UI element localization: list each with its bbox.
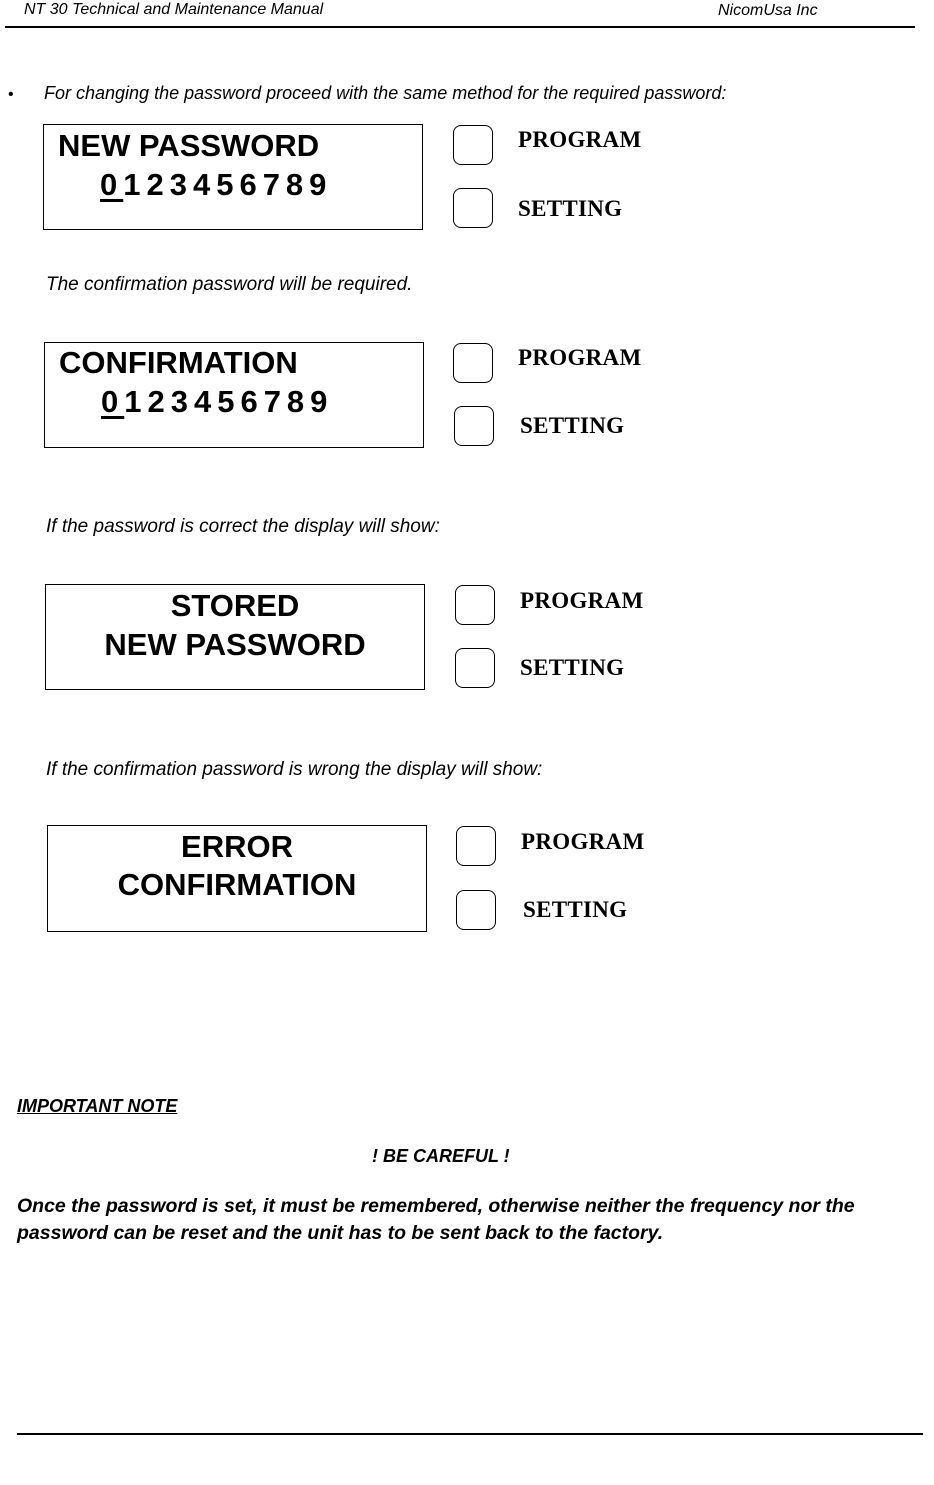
setting-led-button[interactable]: [455, 648, 495, 688]
bullet-point: •: [8, 86, 14, 103]
confirmation-required-text: The confirmation password will be required.: [46, 274, 413, 295]
lcd-cursor-digit: 0: [100, 167, 124, 202]
lcd-cursor-digit: 0: [101, 384, 125, 419]
manual-title: NT 30 Technical and Maintenance Manual: [24, 1, 324, 18]
lcd-line-1: NEW PASSWORD: [58, 128, 320, 163]
lcd-line-2: NEW PASSWORD: [104, 627, 366, 662]
company-name: NicomUsa Inc: [718, 2, 818, 19]
program-label: PROGRAM: [521, 829, 645, 854]
lcd-display-stored: [45, 584, 425, 690]
important-note-heading: IMPORTANT NOTE: [17, 1096, 178, 1116]
setting-led-button[interactable]: [453, 188, 493, 228]
lcd-digits-rest: 123456789: [124, 384, 334, 419]
setting-led-button[interactable]: [454, 406, 494, 446]
intro-text: For changing the password proceed with the same method for the required password:: [44, 83, 727, 103]
setting-label: SETTING: [520, 655, 625, 680]
be-careful-text: ! BE CAREFUL !: [372, 1146, 510, 1166]
setting-label: SETTING: [523, 897, 628, 922]
confirmation-wrong-text: If the confirmation password is wrong the display will show:: [46, 759, 543, 780]
header-divider: [5, 26, 915, 28]
warning-text: Once the password is set, it must be remembered, otherwise neither the frequency nor the password can be reset and the unit has to be sent back to the factory.: [17, 1195, 855, 1244]
lcd-display-error: [47, 825, 427, 932]
lcd-digits-rest: 123456789: [123, 167, 333, 202]
program-led-button[interactable]: [456, 826, 496, 866]
setting-label: SETTING: [520, 413, 625, 438]
lcd-line-1: STORED: [170, 588, 300, 623]
program-label: PROGRAM: [518, 127, 642, 152]
setting-label: SETTING: [518, 196, 623, 221]
lcd-digits: [101, 382, 333, 421]
program-led-button[interactable]: [453, 343, 493, 383]
program-led-button[interactable]: [455, 585, 495, 625]
program-led-button[interactable]: [453, 125, 493, 165]
lcd-line-1: CONFIRMATION: [59, 345, 298, 380]
program-label: PROGRAM: [520, 588, 644, 613]
lcd-display-confirmation: [44, 342, 424, 448]
setting-led-button[interactable]: [456, 890, 496, 930]
lcd-line-2: CONFIRMATION: [117, 867, 357, 902]
footer-divider: [17, 1433, 923, 1435]
lcd-line-1: ERROR: [181, 829, 293, 864]
password-correct-text: If the password is correct the display will show:: [46, 516, 440, 537]
lcd-digits: [100, 165, 332, 204]
lcd-display-new-password: [43, 124, 423, 230]
program-label: PROGRAM: [518, 345, 642, 370]
